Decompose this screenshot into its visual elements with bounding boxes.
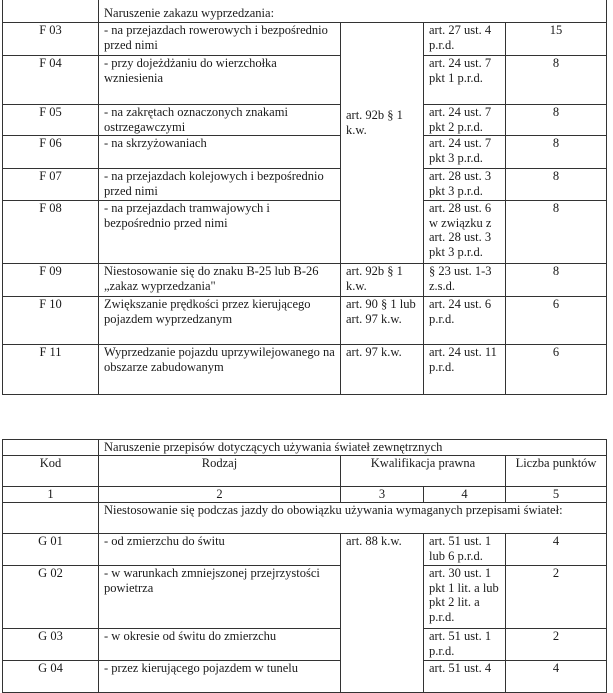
points-value: 6 <box>506 345 607 395</box>
points-value: 6 <box>506 297 607 345</box>
violation-description: - na przejazdach tramwajowych i bezpośrednio przed nimi <box>99 201 341 264</box>
table-cell <box>3 440 99 456</box>
legal-qualification: art. 97 k.w. <box>341 345 424 395</box>
violation-code: F 08 <box>3 201 99 264</box>
legal-basis: art. 51 ust. 1 p.r.d. <box>424 629 506 661</box>
violation-code: F 04 <box>3 56 99 105</box>
points-value: 4 <box>506 661 607 693</box>
legal-qualification: art. 92b § 1 k.w. <box>341 264 424 297</box>
table-row <box>3 661 607 693</box>
legal-qualification: art. 88 k.w. <box>341 534 424 693</box>
legal-qualification: art. 92b § 1 k.w. <box>341 23 424 264</box>
table-row <box>3 169 607 201</box>
points-value: 8 <box>506 56 607 105</box>
points-value: 2 <box>506 629 607 661</box>
table-row <box>3 136 607 169</box>
violation-description: - od zmierzchu do świtu <box>99 534 341 566</box>
legal-basis: art. 27 ust. 4 p.r.d. <box>424 23 506 56</box>
violation-code: F 09 <box>3 264 99 297</box>
violation-code: G 03 <box>3 629 99 661</box>
violation-description: Wyprzedzanie pojazdu uprzywilejowanego na obszarze zabudowanym <box>99 345 341 395</box>
table-cell <box>3 503 99 534</box>
column-number: 1 <box>3 487 99 503</box>
section-header <box>99 503 607 534</box>
points-value: 2 <box>506 566 607 629</box>
table-row <box>3 566 607 629</box>
legal-basis: art. 24 ust. 7 pkt 3 p.r.d. <box>424 136 506 169</box>
violation-code: F 06 <box>3 136 99 169</box>
legal-basis: art. 24 ust. 6 p.r.d. <box>424 297 506 345</box>
table-row <box>3 201 607 264</box>
points-value: 8 <box>506 264 607 297</box>
table-row <box>3 534 607 566</box>
legal-basis: art. 24 ust. 7 pkt 1 p.r.d. <box>424 56 506 105</box>
header-type: Rodzaj <box>99 456 341 487</box>
legal-basis: art. 24 ust. 11 p.r.d. <box>424 345 506 395</box>
table-row <box>3 440 607 456</box>
violation-description: - przy dojeżdżaniu do wierzchołka wzniesienia <box>99 56 341 105</box>
column-number: 4 <box>424 487 506 503</box>
legal-basis: art. 24 ust. 7 pkt 2 p.r.d. <box>424 105 506 136</box>
violation-description: - przez kierującego pojazdem w tunelu <box>99 661 341 693</box>
table-row <box>3 264 607 297</box>
legal-basis: art. 51 ust. 4 <box>424 661 506 693</box>
points-value: 8 <box>506 105 607 136</box>
violation-description: - w warunkach zmniejszonej przejrzystości powietrza <box>99 566 341 629</box>
violation-description: - w okresie od świtu do zmierzchu <box>99 629 341 661</box>
header-legal-qualification: Kwalifikacja prawna <box>341 456 506 487</box>
legal-basis: § 23 ust. 1-3 z.s.d. <box>424 264 506 297</box>
violation-code: G 01 <box>3 534 99 566</box>
violation-code: F 05 <box>3 105 99 136</box>
table-row <box>3 503 607 534</box>
table-row <box>3 345 607 395</box>
points-value: 8 <box>506 169 607 201</box>
legal-basis: art. 28 ust. 3 pkt 3 p.r.d. <box>424 169 506 201</box>
table-row <box>3 23 607 56</box>
table-row <box>3 629 607 661</box>
violation-code: F 07 <box>3 169 99 201</box>
points-value: 15 <box>506 23 607 56</box>
violation-description: - na przejazdach kolejowych i bezpośrednio przed nimi <box>99 169 341 201</box>
violation-description: - na zakrętach oznaczonych znakami ostrzegawczymi <box>99 105 341 136</box>
table-header-row <box>3 456 607 487</box>
violation-code: G 02 <box>3 566 99 629</box>
header-points: Liczba punktów <box>506 456 607 487</box>
section-header-text: Niestosowanie się podczas jazdy do obowiązku używania wymaganych przepisami świateł: <box>104 503 563 517</box>
violation-description: - na przejazdach rowerowych i bezpośrednio przed nimi <box>99 23 341 56</box>
table-overtaking-violations <box>2 0 607 395</box>
violation-code: F 11 <box>3 345 99 395</box>
column-number: 2 <box>99 487 341 503</box>
column-number-row <box>3 487 607 503</box>
table-row <box>3 0 607 23</box>
column-number: 3 <box>341 487 424 503</box>
column-number: 5 <box>506 487 607 503</box>
violation-code: G 04 <box>3 661 99 693</box>
table-row <box>3 297 607 345</box>
table-lights-violations <box>2 439 607 693</box>
violation-description: Zwiększanie prędkości przez kierującego pojazdem wyprzedzanym <box>99 297 341 345</box>
points-value: 4 <box>506 534 607 566</box>
violation-code: F 03 <box>3 23 99 56</box>
header-code: Kod <box>3 456 99 487</box>
table-row <box>3 56 607 105</box>
legal-basis: art. 30 ust. 1 pkt 1 lit. a lub pkt 2 lit. a p.r.d. <box>424 566 506 629</box>
legal-qualification: art. 90 § 1 lub art. 97 k.w. <box>341 297 424 345</box>
points-value: 8 <box>506 136 607 169</box>
violation-description: - na skrzyżowaniach <box>99 136 341 169</box>
table-row <box>3 105 607 136</box>
violation-code: F 10 <box>3 297 99 345</box>
violation-description: Niestosowanie się do znaku B-25 lub B-26 „zakaz wyprzedzania" <box>99 264 341 297</box>
section-header: Naruszenie zakazu wyprzedzania: <box>99 0 607 23</box>
legal-basis: art. 28 ust. 6 w związku z art. 28 ust. 3 pkt 3 p.r.d. <box>424 201 506 264</box>
points-value: 8 <box>506 201 607 264</box>
table-cell <box>3 0 99 23</box>
table-title: Naruszenie przepisów dotyczących używania świateł zewnętrznych <box>99 440 607 456</box>
legal-basis: art. 51 ust. 1 lub 6 p.r.d. <box>424 534 506 566</box>
